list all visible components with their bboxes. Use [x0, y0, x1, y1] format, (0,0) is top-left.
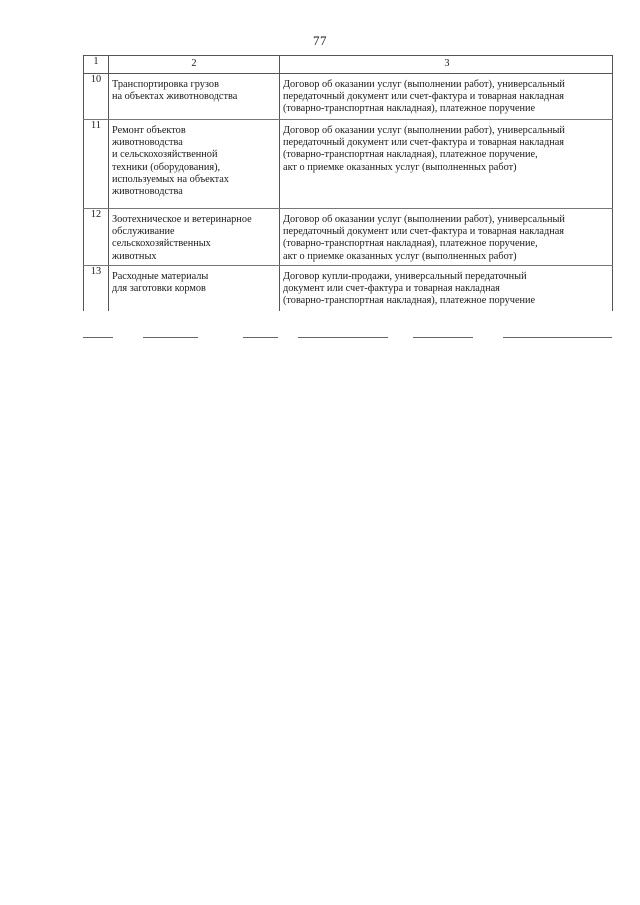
table-row — [84, 74, 613, 120]
column-header-3: 3 — [280, 56, 613, 74]
expense-name: Ремонт объектов животноводства и сельскохозяйственной техники (оборудования), используемых на объектах животноводства — [109, 120, 280, 209]
supporting-documents: Договор об оказании услуг (выполнении работ), универсальный передаточный документ или счет-фактура и товарная накладная (товарно-транспортная накладная), платежное поручение, акт о приемке оказанных услуг (выполненных работ) — [280, 120, 613, 209]
supporting-documents: Договор купли-продажи, универсальный передаточный документ или счет-фактура и товарная накладная (товарно-транспортная накладная), платежное поручение — [280, 266, 613, 312]
document-table — [83, 55, 613, 311]
row-number: 13 — [84, 266, 109, 312]
column-header-1: 1 — [84, 56, 109, 74]
table-row — [84, 209, 613, 266]
expense-name: Зоотехническое и ветеринарное обслуживание сельскохозяйственных животных — [109, 209, 280, 266]
supporting-documents: Договор об оказании услуг (выполнении работ), универсальный передаточный документ или счет-фактура и товарная накладная (товарно-транспортная накладная), платежное поручение, акт о приемке оказанных услуг (выполненных работ) — [280, 209, 613, 266]
row-number: 12 — [84, 209, 109, 266]
row-number: 11 — [84, 120, 109, 209]
table-header-row — [84, 56, 613, 74]
expense-name: Расходные материалы для заготовки кормов — [109, 266, 280, 312]
column-header-2: 2 — [109, 56, 280, 74]
expense-name: Транспортировка грузов на объектах животноводства — [109, 74, 280, 120]
page-number: 77 — [313, 33, 327, 48]
supporting-documents: Договор об оказании услуг (выполнении работ), универсальный передаточный документ или счет-фактура и товарная накладная (товарно-транспортная накладная), платежное поручение — [280, 74, 613, 120]
page-cut-edge — [83, 334, 612, 342]
row-number: 10 — [84, 74, 109, 120]
table-row — [84, 120, 613, 209]
table-row — [84, 266, 613, 312]
